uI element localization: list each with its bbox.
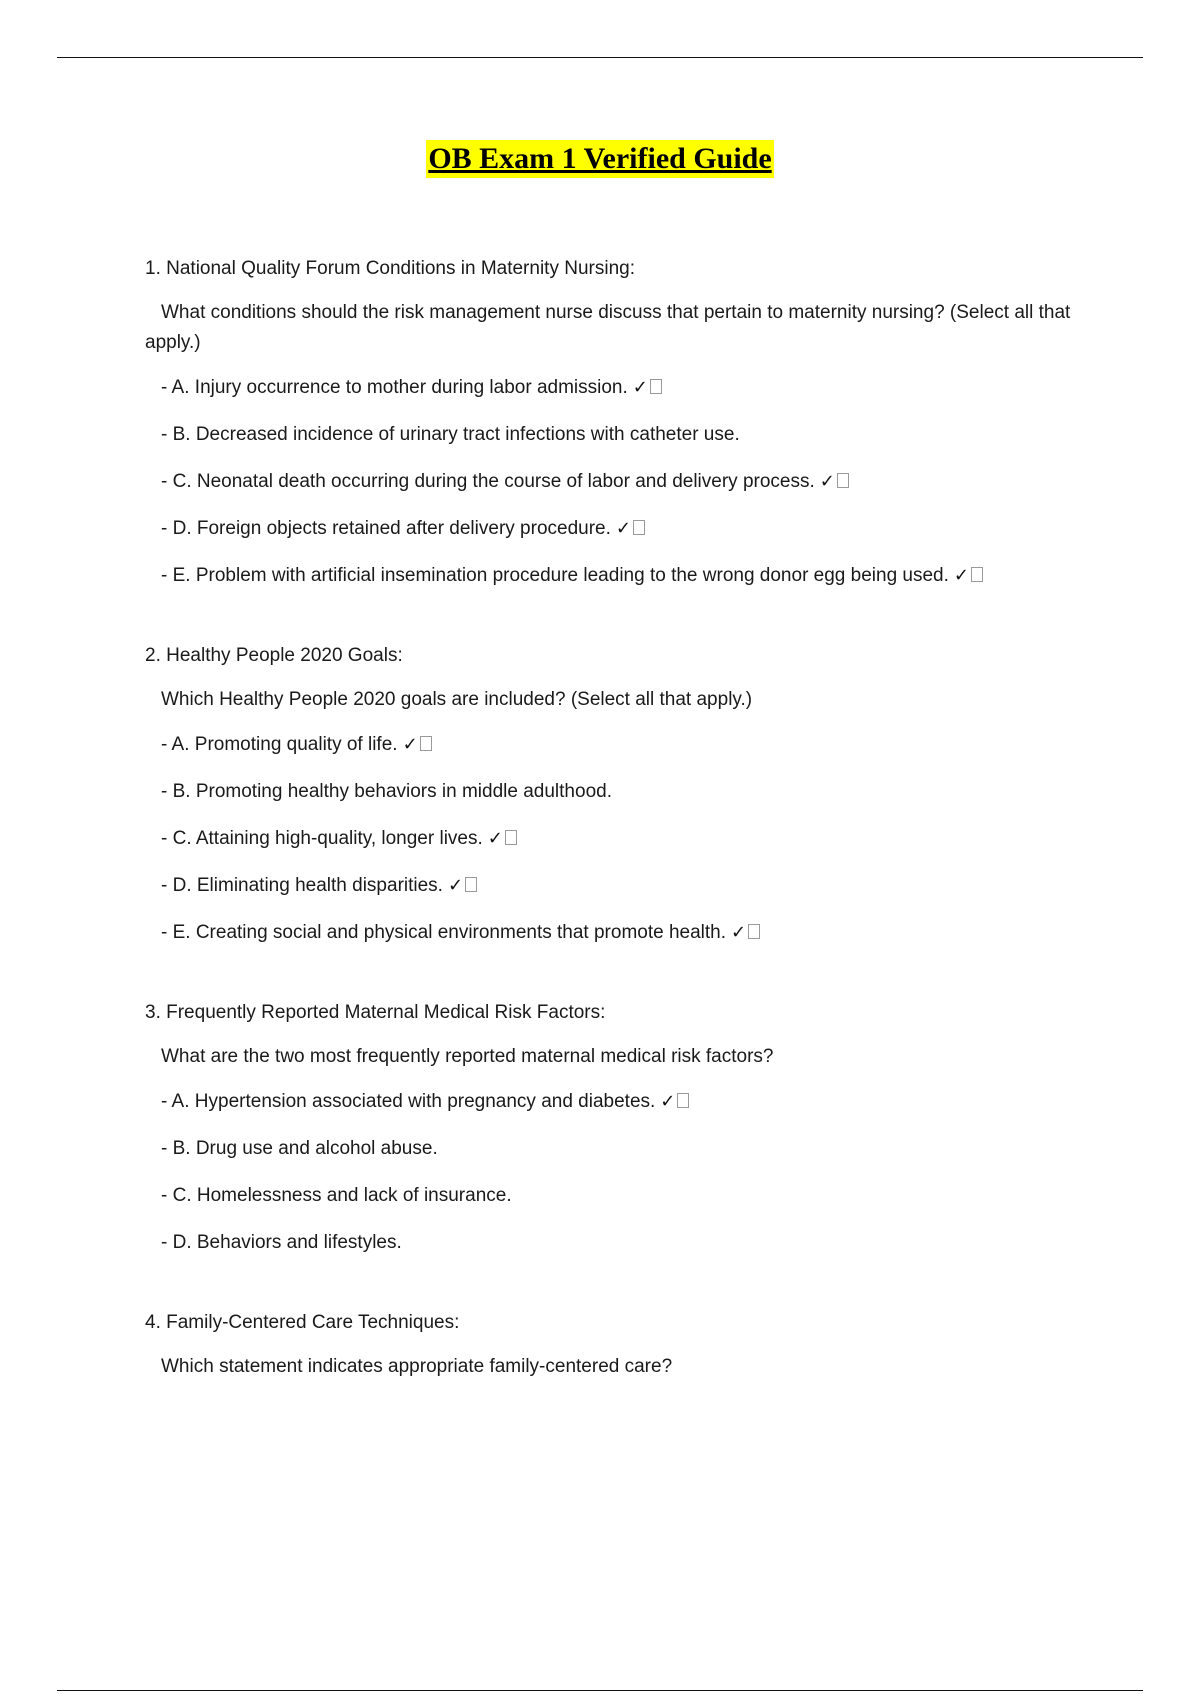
missing-glyph-box-icon: [505, 830, 517, 845]
missing-glyph-box-icon: [971, 567, 983, 582]
answer-option: [161, 1136, 1085, 1162]
check-mark-icon: ✓: [402, 734, 418, 755]
question-heading: 3. Frequently Reported Maternal Medical Risk Factors:: [145, 1002, 606, 1023]
answer-option-label: - C. Neonatal death occurring during the course of labor and delivery process.: [161, 471, 815, 492]
question-heading: 2. Healthy People 2020 Goals:: [145, 645, 403, 666]
check-mark-icon: ✓: [615, 518, 631, 539]
answer-option-label: - A. Hypertension associated with pregnancy and diabetes.: [161, 1091, 656, 1112]
check-mark-icon: ✓: [487, 828, 503, 849]
question-block: [145, 1310, 1085, 1382]
answer-option-label: - D. Foreign objects retained after delivery procedure.: [161, 518, 611, 539]
missing-glyph-box-icon: [748, 924, 760, 939]
question-text: Which statement indicates appropriate family-centered care?: [161, 1356, 673, 1377]
answer-option-label: - D. Eliminating health disparities.: [161, 875, 443, 896]
question-block: [145, 1000, 1085, 1256]
answer-option-label: - C. Attaining high-quality, longer lives.: [161, 828, 483, 849]
answer-option: [161, 1183, 1085, 1209]
answer-option: [161, 826, 1085, 852]
question-text: Which Healthy People 2020 goals are included? (Select all that apply.): [161, 689, 753, 710]
answer-option-label: - C. Homelessness and lack of insurance.: [161, 1185, 512, 1206]
question-block: [145, 256, 1085, 589]
check-mark-icon: ✓: [819, 471, 835, 492]
answer-option-label: - B. Drug use and alcohol abuse.: [161, 1138, 438, 1159]
missing-glyph-box-icon: [677, 1093, 689, 1108]
answer-option: [161, 422, 1085, 448]
question-text: What conditions should the risk management nurse discuss that pertain to maternity nursing? (Select all that apply.): [145, 302, 1071, 353]
missing-glyph-box-icon: [837, 473, 849, 488]
question-block: [145, 643, 1085, 946]
answer-option-label: - E. Creating social and physical environments that promote health.: [161, 922, 727, 943]
answer-option: [161, 469, 1085, 495]
answer-option: [161, 779, 1085, 805]
check-mark-icon: ✓: [953, 565, 969, 586]
missing-glyph-box-icon: [420, 736, 432, 751]
check-mark-icon: ✓: [731, 922, 747, 943]
question-list: [145, 256, 1085, 1436]
answer-option-label: - D. Behaviors and lifestyles.: [161, 1232, 402, 1253]
answer-option-label: - B. Promoting healthy behaviors in middle adulthood.: [161, 781, 612, 802]
question-heading: 4. Family-Centered Care Techniques:: [145, 1312, 460, 1333]
answer-option: [161, 920, 1085, 946]
answer-option: [161, 375, 1085, 401]
missing-glyph-box-icon: [465, 877, 477, 892]
answer-option: [161, 1230, 1085, 1256]
answer-option-label: - B. Decreased incidence of urinary tract infections with catheter use.: [161, 424, 740, 445]
answer-option-label: - E. Problem with artificial insemination procedure leading to the wrong donor egg being used.: [161, 565, 949, 586]
missing-glyph-box-icon: [650, 379, 662, 394]
answer-option: [161, 732, 1085, 758]
answer-option: [161, 563, 1085, 589]
check-mark-icon: ✓: [660, 1091, 676, 1112]
answer-option: [161, 516, 1085, 542]
answer-option-label: - A. Promoting quality of life.: [161, 734, 398, 755]
document-title: OB Exam 1 Verified Guide: [426, 140, 773, 178]
answer-option-label: - A. Injury occurrence to mother during labor admission.: [161, 377, 628, 398]
check-mark-icon: ✓: [632, 377, 648, 398]
answer-option: [161, 1089, 1085, 1115]
title-container: [0, 140, 1200, 178]
answer-option: [161, 873, 1085, 899]
footer-rule: [57, 1690, 1143, 1691]
question-heading: 1. National Quality Forum Conditions in Maternity Nursing:: [145, 258, 635, 279]
header-rule: [57, 57, 1143, 58]
check-mark-icon: ✓: [447, 875, 464, 896]
question-text: What are the two most frequently reported maternal medical risk factors?: [161, 1046, 774, 1067]
missing-glyph-box-icon: [633, 520, 645, 535]
